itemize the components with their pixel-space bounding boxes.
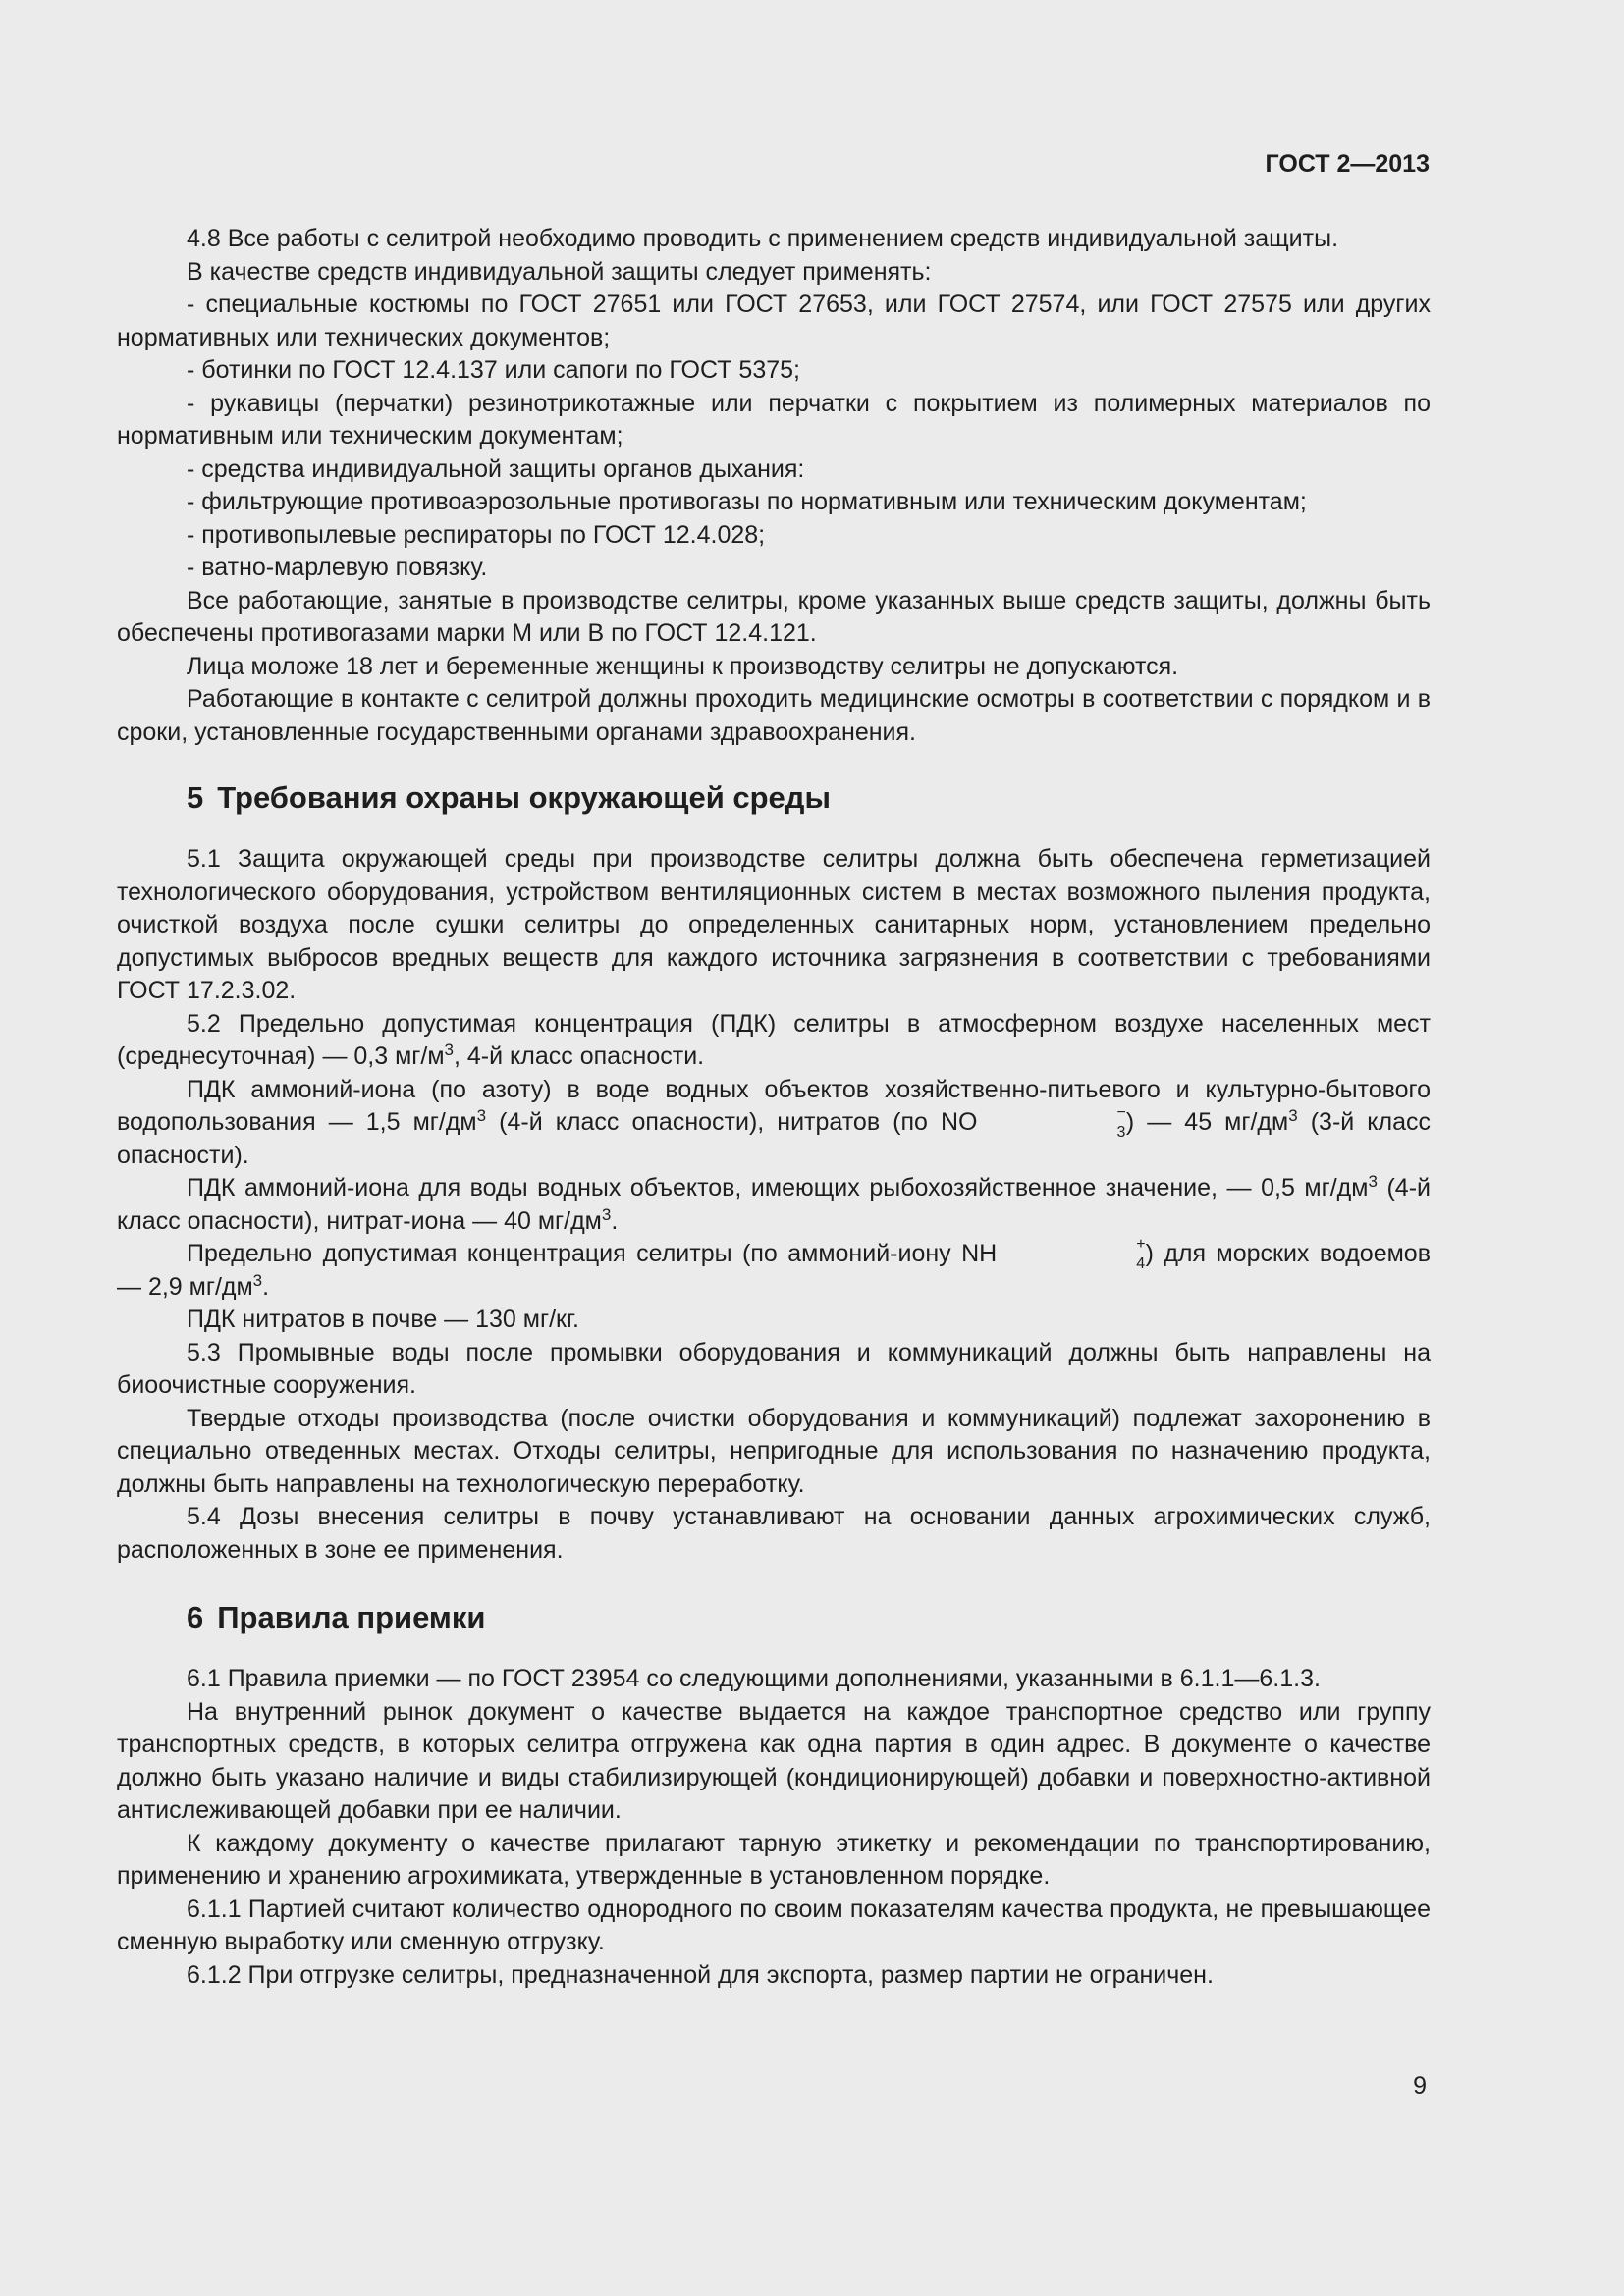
ammonium-fishery-paragraph: ПДК аммоний-иона для воды водных объектов, имеющих рыбохозяйственное значение, — 0,5 $мг/дм^3$ (4-й класс опасности), нитрат-иона — 40 $мг/дм^3$. xyxy=(117,1172,1431,1235)
label-paragraph: К каждому документу о качестве прилагают тарную этикетку и рекомендации по транспортированию, применению и хранению агрохимиката, утвержденные в установленном порядке. xyxy=(117,1829,1431,1890)
ammonium-drinking-water-paragraph: ПДК аммоний-иона (по азоту) в воде водных объектов хозяйственно-питьевого и культурно-бытового водопользования — 1,5 $мг/дм^3$ (4-й класс опасности), нитратов (по NO − 3 ) — 45 $мг/дм^3$ (3-й класс опасности). xyxy=(117,1075,1431,1169)
ppe-item: - фильтрующие противоаэрозольные противогазы по нормативным или техническим документам; xyxy=(187,488,1307,515)
section-6-heading xyxy=(117,1598,1431,1637)
gas-mask-paragraph: Все работающие, занятые в производстве селитры, кроме указанных выше средств защиты, должны быть обеспечены противогазами марки М или В по ГОСТ 12.4.121. xyxy=(117,586,1431,647)
clause-5-1: 5.1 Защита окружающей среды при производстве селитры должна быть обеспечена герметизацией технологического оборудования, устройством вентиляционных систем в местах возможного пыления продукта, очисткой воздуха после сушки селитры до определенных санитарных норм, установлением предельно допустимых выбросов вредных веществ для каждого источника загрязнения в соответствии с требованиями ГОСТ 17.2.3.02. xyxy=(117,845,1431,1004)
section-6-number: 6 xyxy=(187,1600,204,1634)
ppe-item: - рукавицы (перчатки) резинотрикотажные или перчатки с покрытием из полимерных материалов по нормативным или техническим документам; xyxy=(117,389,1431,450)
minors-paragraph: Лица моложе 18 лет и беременные женщины к производству селитры не допускаются. xyxy=(187,652,1179,680)
sea-water-paragraph: Предельно допустимая концентрация селитры (по аммоний-иону NH + 4 ) для морских водоемов — 2,9 $мг/дм^3$. xyxy=(117,1236,1431,1301)
medical-paragraph: Работающие в контакте с селитрой должны проходить медицинские осмотры в соответствии с порядком и в сроки, установленные государственными органами здравоохранения. xyxy=(117,685,1431,746)
ppe-item: - средства индивидуальной защиты органов дыхания: xyxy=(187,454,805,483)
page-body xyxy=(117,223,1431,1992)
domestic-market-paragraph: На внутренний рынок документ о качестве выдается на каждое транспортное средство или группу транспортных средств, в которых селитра отгружена как одна партия в один адрес. В документе о качестве должно быть указано наличие и виды стабилизирующей (кондиционирующей) добавки и поверхностно-активной антислеживающей добавки при ее наличии. xyxy=(117,1697,1431,1824)
page-number: 9 xyxy=(1413,2072,1427,2100)
solid-waste-paragraph: Твердые отходы производства (после очистки оборудования и коммуникаций) подлежат захоронению в специально отведенных местах. Отходы селитры, непригодные для использования по назначению продукта, должны быть направлены на технологическую переработку. xyxy=(117,1404,1431,1498)
section-5-title: Требования охраны окружающей среды xyxy=(217,780,831,815)
clause-4-8: 4.8 Все работы с селитрой необходимо проводить с применением средств индивидуальной защиты. xyxy=(187,225,1339,252)
nitrate-ion-notation: − 3 xyxy=(1116,1104,1126,1142)
clause-6-1-2: 6.1.2 При отгрузке селитры, предназначенной для экспорта, размер партии не ограничен. xyxy=(187,1960,1214,1989)
ppe-item: - ботинки по ГОСТ 12.4.137 или сапоги по ГОСТ 5375; xyxy=(187,356,800,384)
section-6-title: Правила приемки xyxy=(217,1600,486,1634)
soil-nitrate-paragraph: ПДК нитратов в почве — 130 мг/кг. xyxy=(187,1306,579,1333)
clause-5-3: 5.3 Промывные воды после промывки оборудования и коммуникаций должны быть направлены на биоочистные сооружения. xyxy=(117,1338,1431,1399)
ammonium-ion-notation: + 4 xyxy=(1136,1236,1146,1273)
ppe-item: - противопылевые респираторы по ГОСТ 12.4.028; xyxy=(187,520,766,549)
clause-5-4: 5.4 Дозы внесения селитры в почву устанавливают на основании данных агрохимических служб, расположенных в зоне ее применения. xyxy=(117,1503,1431,1564)
ppe-item: - ватно-марлевую повязку. xyxy=(187,554,488,581)
clause-5-2: 5.2 Предельно допустимая концентрация (ПДК) селитры в атмосферном воздухе населенных мест (среднесуточная) — 0,3 $мг/м^3$, 4-й класс опасности. xyxy=(117,1009,1431,1070)
ppe-intro: В качестве средств индивидуальной защиты следует применять: xyxy=(187,257,932,286)
clause-6-1-1: 6.1.1 Партией считают количество однородного по своим показателям качества продукта, не превышающее сменную выработку или сменную отгрузку. xyxy=(117,1895,1431,1955)
document-code: ГОСТ 2—2013 xyxy=(1265,150,1430,178)
section-5-heading xyxy=(117,778,1431,818)
ppe-item: - специальные костюмы по ГОСТ 27651 или ГОСТ 27653, или ГОСТ 27574, или ГОСТ 27575 или других нормативных или технических документов; xyxy=(117,291,1431,351)
clause-6-1: 6.1 Правила приемки — по ГОСТ 23954 со следующими дополнениями, указанными в 6.1.1—6.1.3. xyxy=(187,1665,1321,1692)
section-5-number: 5 xyxy=(187,780,204,815)
